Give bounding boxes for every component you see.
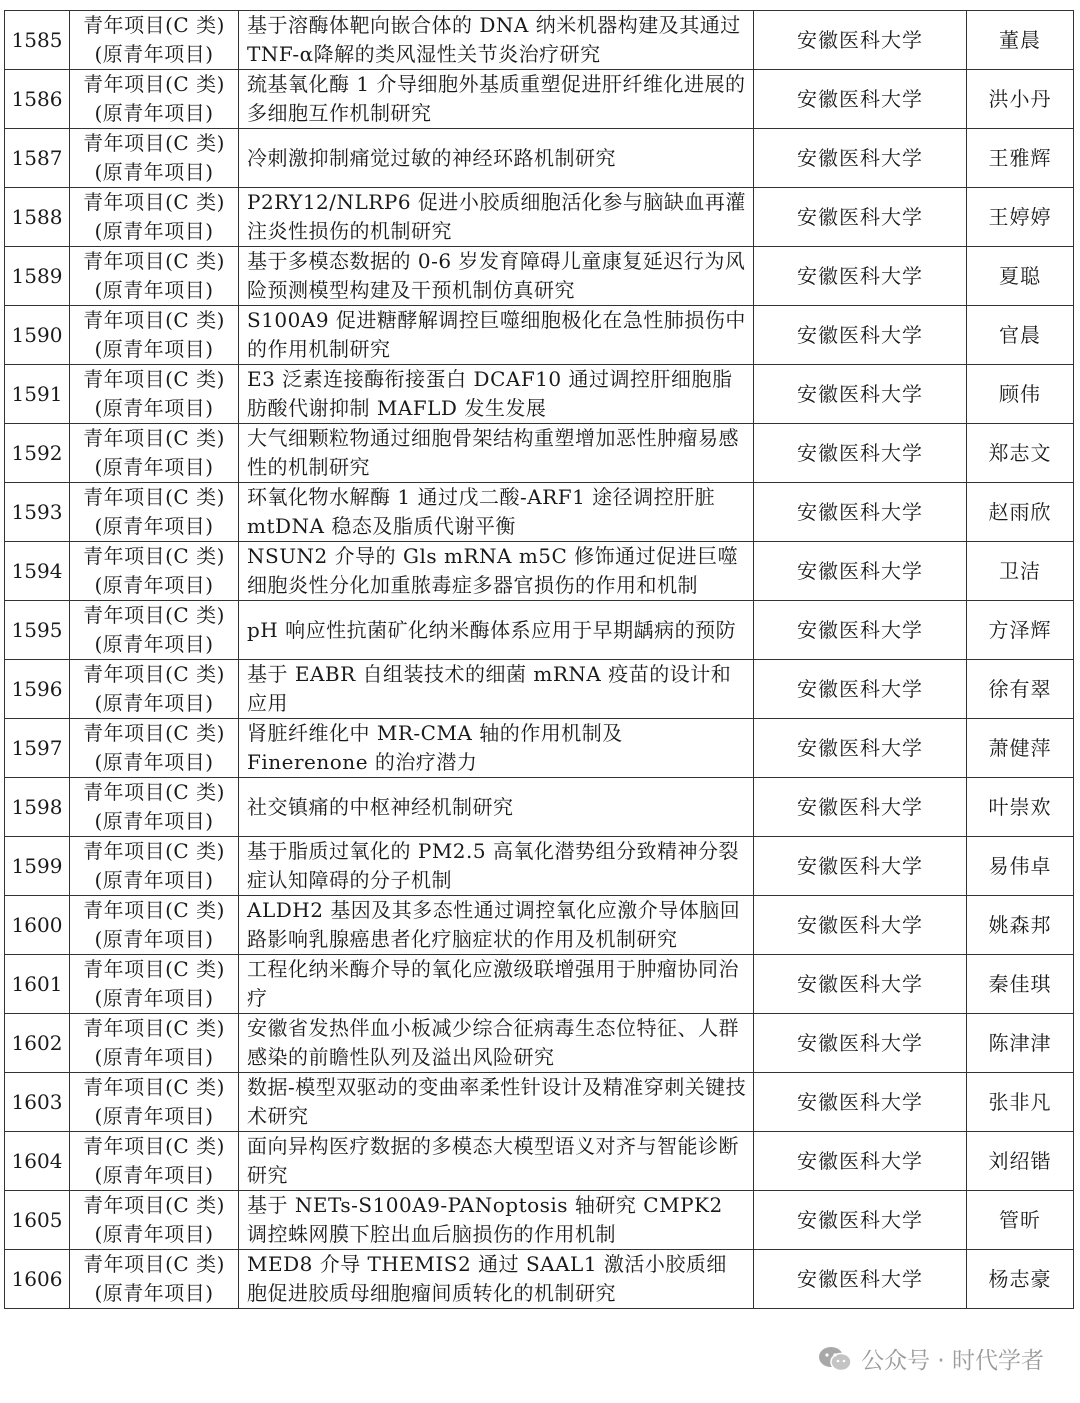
table-row [5, 70, 1074, 129]
institution: 安徽医科大学 [754, 719, 967, 778]
row-number: 1597 [5, 719, 70, 778]
project-title: P2RY12/NLRP6 促进小胶质细胞活化参与脑缺血再灌注炎性损伤的机制研究 [239, 188, 754, 247]
category-line-1: 青年项目(C 类) [83, 131, 225, 155]
institution: 安徽医科大学 [754, 778, 967, 837]
category-line-2: (原青年项目) [94, 632, 214, 656]
category-line-2: (原青年项目) [94, 573, 214, 597]
table-row [5, 837, 1074, 896]
project-category [70, 483, 239, 542]
category-line-1: 青年项目(C 类) [83, 13, 225, 37]
row-number: 1598 [5, 778, 70, 837]
row-number: 1587 [5, 129, 70, 188]
project-title: 肾脏纤维化中 MR-CMA 轴的作用机制及 Finerenone 的治疗潜力 [239, 719, 754, 778]
category-line-2: (原青年项目) [94, 219, 214, 243]
row-number: 1600 [5, 896, 70, 955]
project-category [70, 660, 239, 719]
project-category [70, 1250, 239, 1309]
table-row [5, 778, 1074, 837]
project-title: 基于脂质过氧化的 PM2.5 高氧化潜势组分致精神分裂症认知障碍的分子机制 [239, 837, 754, 896]
project-title: NSUN2 介导的 Gls mRNA m5C 修饰通过促进巨噬细胞炎性分化加重脓毒症多器官损伤的作用和机制 [239, 542, 754, 601]
category-line-2: (原青年项目) [94, 691, 214, 715]
row-number: 1606 [5, 1250, 70, 1309]
category-line-2: (原青年项目) [94, 455, 214, 479]
principal-investigator: 张非凡 [967, 1073, 1074, 1132]
table-row [5, 1191, 1074, 1250]
project-title: ALDH2 基因及其多态性通过调控氧化应激介导体脑回路影响乳腺癌患者化疗脑症状的作用及机制研究 [239, 896, 754, 955]
project-category [70, 719, 239, 778]
project-title: 基于多模态数据的 0-6 岁发育障碍儿童康复延迟行为风险预测模型构建及干预机制仿真研究 [239, 247, 754, 306]
project-category [70, 129, 239, 188]
institution: 安徽医科大学 [754, 11, 967, 70]
table-row [5, 188, 1074, 247]
institution: 安徽医科大学 [754, 896, 967, 955]
category-line-2: (原青年项目) [94, 101, 214, 125]
category-line-1: 青年项目(C 类) [83, 1075, 225, 1099]
project-category [70, 896, 239, 955]
principal-investigator: 卫洁 [967, 542, 1074, 601]
institution: 安徽医科大学 [754, 247, 967, 306]
category-line-1: 青年项目(C 类) [83, 72, 225, 96]
category-line-1: 青年项目(C 类) [83, 1252, 225, 1276]
table-row [5, 542, 1074, 601]
category-line-2: (原青年项目) [94, 160, 214, 184]
institution: 安徽医科大学 [754, 129, 967, 188]
category-line-1: 青年项目(C 类) [83, 898, 225, 922]
row-number: 1599 [5, 837, 70, 896]
principal-investigator: 陈津津 [967, 1014, 1074, 1073]
category-line-2: (原青年项目) [94, 396, 214, 420]
project-title: 数据-模型双驱动的变曲率柔性针设计及精准穿刺关键技术研究 [239, 1073, 754, 1132]
category-line-1: 青年项目(C 类) [83, 1134, 225, 1158]
project-title: 冷刺激抑制痛觉过敏的神经环路机制研究 [239, 129, 754, 188]
table-row [5, 719, 1074, 778]
principal-investigator: 方泽辉 [967, 601, 1074, 660]
row-number: 1602 [5, 1014, 70, 1073]
project-category [70, 1073, 239, 1132]
project-category [70, 542, 239, 601]
table-row [5, 11, 1074, 70]
project-category [70, 70, 239, 129]
category-line-1: 青年项目(C 类) [83, 190, 225, 214]
institution: 安徽医科大学 [754, 1132, 967, 1191]
project-title: 环氧化物水解酶 1 通过戊二酸-ARF1 途径调控肝脏 mtDNA 稳态及脂质代谢平衡 [239, 483, 754, 542]
project-title: 基于 EABR 自组装技术的细菌 mRNA 疫苗的设计和应用 [239, 660, 754, 719]
table-row [5, 129, 1074, 188]
row-number: 1585 [5, 11, 70, 70]
row-number: 1588 [5, 188, 70, 247]
category-line-2: (原青年项目) [94, 1104, 214, 1128]
principal-investigator: 夏聪 [967, 247, 1074, 306]
principal-investigator: 赵雨欣 [967, 483, 1074, 542]
category-line-1: 青年项目(C 类) [83, 1016, 225, 1040]
row-number: 1586 [5, 70, 70, 129]
institution: 安徽医科大学 [754, 70, 967, 129]
project-category [70, 11, 239, 70]
project-category [70, 306, 239, 365]
institution: 安徽医科大学 [754, 1250, 967, 1309]
category-line-2: (原青年项目) [94, 927, 214, 951]
project-title: E3 泛素连接酶衔接蛋白 DCAF10 通过调控肝细胞脂肪酸代谢抑制 MAFLD 发生发展 [239, 365, 754, 424]
principal-investigator: 王婷婷 [967, 188, 1074, 247]
project-category [70, 1191, 239, 1250]
principal-investigator: 董晨 [967, 11, 1074, 70]
table-row [5, 365, 1074, 424]
table-body [5, 11, 1074, 1309]
category-line-2: (原青年项目) [94, 1222, 214, 1246]
row-number: 1592 [5, 424, 70, 483]
category-line-2: (原青年项目) [94, 514, 214, 538]
row-number: 1591 [5, 365, 70, 424]
row-number: 1594 [5, 542, 70, 601]
table-row [5, 1132, 1074, 1191]
institution: 安徽医科大学 [754, 365, 967, 424]
principal-investigator: 官晨 [967, 306, 1074, 365]
institution: 安徽医科大学 [754, 306, 967, 365]
project-category [70, 365, 239, 424]
principal-investigator: 洪小丹 [967, 70, 1074, 129]
table-row [5, 955, 1074, 1014]
project-category [70, 424, 239, 483]
institution: 安徽医科大学 [754, 601, 967, 660]
category-line-1: 青年项目(C 类) [83, 721, 225, 745]
row-number: 1595 [5, 601, 70, 660]
category-line-2: (原青年项目) [94, 1163, 214, 1187]
table-row [5, 1250, 1074, 1309]
wechat-icon [817, 1345, 853, 1373]
institution: 安徽医科大学 [754, 660, 967, 719]
principal-investigator: 叶崇欢 [967, 778, 1074, 837]
row-number: 1604 [5, 1132, 70, 1191]
table-row [5, 1073, 1074, 1132]
category-line-2: (原青年项目) [94, 337, 214, 361]
category-line-2: (原青年项目) [94, 1281, 214, 1305]
row-number: 1596 [5, 660, 70, 719]
institution: 安徽医科大学 [754, 955, 967, 1014]
category-line-2: (原青年项目) [94, 986, 214, 1010]
project-title: 大气细颗粒物通过细胞骨架结构重塑增加恶性肿瘤易感性的机制研究 [239, 424, 754, 483]
project-title: pH 响应性抗菌矿化纳米酶体系应用于早期龋病的预防 [239, 601, 754, 660]
institution: 安徽医科大学 [754, 1191, 967, 1250]
project-category [70, 1014, 239, 1073]
category-line-1: 青年项目(C 类) [83, 308, 225, 332]
project-category [70, 188, 239, 247]
category-line-2: (原青年项目) [94, 868, 214, 892]
category-line-1: 青年项目(C 类) [83, 426, 225, 450]
project-category [70, 837, 239, 896]
category-line-2: (原青年项目) [94, 750, 214, 774]
table-row [5, 247, 1074, 306]
project-category [70, 601, 239, 660]
category-line-2: (原青年项目) [94, 278, 214, 302]
table-row [5, 660, 1074, 719]
principal-investigator: 秦佳琪 [967, 955, 1074, 1014]
category-line-1: 青年项目(C 类) [83, 603, 225, 627]
row-number: 1603 [5, 1073, 70, 1132]
project-title: 基于溶酶体靶向嵌合体的 DNA 纳米机器构建及其通过 TNF-α降解的类风湿性关节炎治疗研究 [239, 11, 754, 70]
project-title: 面向异构医疗数据的多模态大模型语义对齐与智能诊断研究 [239, 1132, 754, 1191]
institution: 安徽医科大学 [754, 483, 967, 542]
table-row [5, 1014, 1074, 1073]
row-number: 1605 [5, 1191, 70, 1250]
table-row [5, 424, 1074, 483]
category-line-2: (原青年项目) [94, 42, 214, 66]
principal-investigator: 王雅辉 [967, 129, 1074, 188]
principal-investigator: 易伟卓 [967, 837, 1074, 896]
table-row [5, 896, 1074, 955]
row-number: 1601 [5, 955, 70, 1014]
project-category [70, 778, 239, 837]
category-line-1: 青年项目(C 类) [83, 367, 225, 391]
institution: 安徽医科大学 [754, 1073, 967, 1132]
project-category [70, 247, 239, 306]
watermark [817, 1342, 1044, 1375]
category-line-1: 青年项目(C 类) [83, 957, 225, 981]
watermark-text: 公众号 · 时代学者 [861, 1348, 1044, 1374]
principal-investigator: 徐有翠 [967, 660, 1074, 719]
category-line-1: 青年项目(C 类) [83, 839, 225, 863]
project-title: 社交镇痛的中枢神经机制研究 [239, 778, 754, 837]
principal-investigator: 顾伟 [967, 365, 1074, 424]
category-line-1: 青年项目(C 类) [83, 1193, 225, 1217]
project-category [70, 1132, 239, 1191]
table-row [5, 601, 1074, 660]
row-number: 1593 [5, 483, 70, 542]
category-line-1: 青年项目(C 类) [83, 249, 225, 273]
principal-investigator: 萧健萍 [967, 719, 1074, 778]
project-title: MED8 介导 THEMIS2 通过 SAAL1 激活小胶质细胞促进胶质母细胞瘤间质转化的机制研究 [239, 1250, 754, 1309]
row-number: 1590 [5, 306, 70, 365]
category-line-2: (原青年项目) [94, 1045, 214, 1069]
principal-investigator: 杨志豪 [967, 1250, 1074, 1309]
principal-investigator: 姚森邦 [967, 896, 1074, 955]
institution: 安徽医科大学 [754, 542, 967, 601]
project-title: 安徽省发热伴血小板减少综合征病毒生态位特征、人群感染的前瞻性队列及溢出风险研究 [239, 1014, 754, 1073]
project-category [70, 955, 239, 1014]
institution: 安徽医科大学 [754, 188, 967, 247]
category-line-1: 青年项目(C 类) [83, 662, 225, 686]
project-title: 基于 NETs-S100A9-PANoptosis 轴研究 CMPK2 调控蛛网膜下腔出血后脑损伤的作用机制 [239, 1191, 754, 1250]
institution: 安徽医科大学 [754, 424, 967, 483]
principal-investigator: 郑志文 [967, 424, 1074, 483]
table-row [5, 306, 1074, 365]
project-title: 巯基氧化酶 1 介导细胞外基质重塑促进肝纤维化进展的多细胞互作机制研究 [239, 70, 754, 129]
category-line-1: 青年项目(C 类) [83, 780, 225, 804]
institution: 安徽医科大学 [754, 1014, 967, 1073]
project-title: S100A9 促进糖酵解调控巨噬细胞极化在急性肺损伤中的作用机制研究 [239, 306, 754, 365]
category-line-1: 青年项目(C 类) [83, 544, 225, 568]
institution: 安徽医科大学 [754, 837, 967, 896]
principal-investigator: 管昕 [967, 1191, 1074, 1250]
row-number: 1589 [5, 247, 70, 306]
principal-investigator: 刘绍锴 [967, 1132, 1074, 1191]
table-row [5, 483, 1074, 542]
category-line-1: 青年项目(C 类) [83, 485, 225, 509]
grants-table [4, 10, 1074, 1309]
project-title: 工程化纳米酶介导的氧化应激级联增强用于肿瘤协同治疗 [239, 955, 754, 1014]
category-line-2: (原青年项目) [94, 809, 214, 833]
